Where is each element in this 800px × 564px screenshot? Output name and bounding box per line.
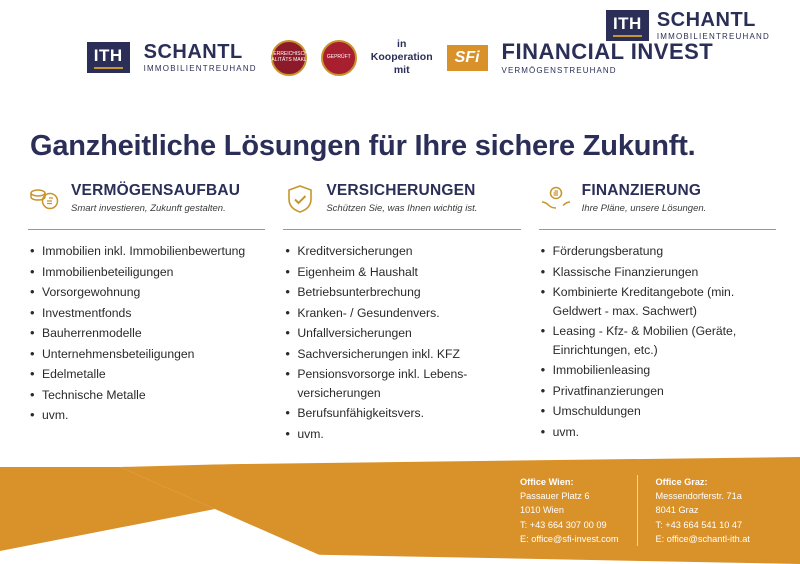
sfi-monogram (447, 45, 488, 71)
contact-wien-street: Passauer Platz 6 (520, 491, 590, 501)
list-item: • Unternehmensbeteiligungen (28, 345, 265, 364)
list-item: • Edelmetalle (28, 365, 265, 384)
ith-monogram-bar (613, 35, 642, 37)
page-title: Ganzheitliche Lösungen für Ihre sichere Zukunft. (30, 130, 696, 162)
list-item: • uvm. (28, 406, 265, 425)
sfi-monogram-text: SFi (454, 48, 480, 66)
top-right-logo (606, 10, 770, 41)
contact-graz-city: 8041 Graz (655, 505, 699, 516)
contact-wien-phone: T: +43 664 307 00 09 (520, 519, 607, 530)
list-item: • uvm. (539, 423, 776, 442)
column-2-divider (283, 229, 520, 230)
contact-graz-email[interactable]: E: office@schantl-ith.at (655, 533, 750, 544)
column-3-divider (539, 229, 776, 230)
main-logo-name: SCHANTL (143, 41, 243, 64)
column-2-title: VERSICHERUNGEN (326, 182, 476, 199)
certification-seal-icon (321, 40, 357, 76)
quality-seal-text: ÖSTERREICHISCHES QUALITÄTS MAKLER (263, 51, 315, 63)
contact-graz-title: Office Graz: (655, 476, 708, 487)
contact-graz-phone: T: +43 664 541 10 47 (655, 519, 743, 530)
list-item: • Technische Metalle (28, 386, 265, 405)
list-item: • Eigenheim & Haushalt (283, 263, 520, 282)
main-ith-monogram (87, 42, 130, 73)
ith-monogram (606, 10, 649, 41)
contact-graz (637, 475, 750, 546)
column-3-title: FINANZIERUNG (581, 182, 702, 199)
hands-euro-icon (539, 182, 573, 216)
contact-wien-title: Office Wien: (520, 476, 574, 487)
list-item: • Unfallversicherungen (283, 324, 520, 343)
column-2-header (283, 182, 520, 216)
top-logo-sub: IMMOBILIENTREUHAND (656, 32, 770, 41)
list-item: • Bauherrenmodelle (28, 324, 265, 343)
coins-euro-icon (28, 182, 62, 216)
quality-seal-icon (263, 40, 315, 76)
shield-check-icon (283, 182, 317, 216)
top-logo-name: SCHANTL (656, 9, 756, 31)
logo-row (0, 38, 800, 77)
list-item: • Kreditversicherungen (283, 242, 520, 261)
footer-band (0, 449, 800, 564)
contact-graz-street: Messendorferstr. 71a (655, 491, 742, 501)
column-finanzierung (539, 182, 776, 445)
column-vermoegensaufbau (28, 182, 265, 445)
ith-monogram-text: ITH (612, 14, 642, 33)
list-item: • Vorsorgewohnung (28, 283, 265, 302)
column-versicherungen (283, 182, 520, 445)
list-item: • Immobilienleasing (539, 361, 776, 380)
column-3-header (539, 182, 776, 216)
list-item: • Klassische Finanzierungen (539, 263, 776, 282)
list-item: • uvm. (283, 425, 520, 444)
cooperation-label: in Kooperation mit (370, 38, 433, 77)
contact-info (520, 475, 750, 546)
partner-wordmark (501, 38, 714, 75)
column-3-list (539, 242, 776, 441)
list-item: • Immobilienbeteiligungen (28, 263, 265, 282)
list-item: • Investmentfonds (28, 304, 265, 323)
list-item: • Förderungsberatung (539, 242, 776, 261)
column-1-title: VERMÖGENSAUFBAU (71, 182, 241, 199)
list-item: • Berufsunfähigkeitsvers. (283, 404, 520, 423)
main-logo-wordmark (144, 42, 257, 73)
contact-wien-city: 1010 Wien (520, 505, 564, 516)
list-item: • Pensionsvorsorge inkl. Lebens-versicherungen (283, 365, 520, 402)
column-2-subtitle: Schützen Sie, was Ihnen wichtig ist. (326, 203, 478, 215)
column-1-header (28, 182, 265, 216)
column-1-subtitle: Smart investieren, Zukunft gestalten. (71, 203, 226, 215)
service-columns (28, 182, 776, 445)
column-2-list (283, 242, 520, 443)
main-ith-monogram-text: ITH (93, 46, 123, 66)
list-item: • Sachversicherungen inkl. KFZ (283, 345, 520, 364)
list-item: • Kombinierte Kreditangebote (min. Geldwert - max. Sachwert) (539, 283, 776, 320)
list-item: • Umschuldungen (539, 402, 776, 421)
list-item: • Privatfinanzierungen (539, 382, 776, 401)
list-item: • Immobilien inkl. Immobilienbewertung (28, 242, 265, 261)
contact-wien (520, 475, 619, 546)
contact-wien-email[interactable]: E: office@sfi-invest.com (520, 533, 619, 544)
list-item: • Kranken- / Gesundenvers. (283, 304, 520, 323)
partner-sub: VERMÖGENSTREUHAND (501, 65, 617, 75)
top-logo-wordmark (657, 10, 770, 41)
main-ith-monogram-bar (94, 67, 123, 69)
column-1-divider (28, 229, 265, 230)
column-3-subtitle: Ihre Pläne, unsere Lösungen. (581, 203, 707, 215)
main-logo-sub: IMMOBILIENTREUHAND (143, 64, 257, 74)
column-1-list (28, 242, 265, 425)
partner-name: FINANCIAL INVEST (501, 38, 714, 64)
list-item: • Leasing - Kfz- & Mobilien (Geräte, Einrichtungen, etc.) (539, 322, 776, 359)
certification-seal-text: GEPRÜFT (326, 53, 351, 60)
list-item: • Betriebsunterbrechung (283, 283, 520, 302)
